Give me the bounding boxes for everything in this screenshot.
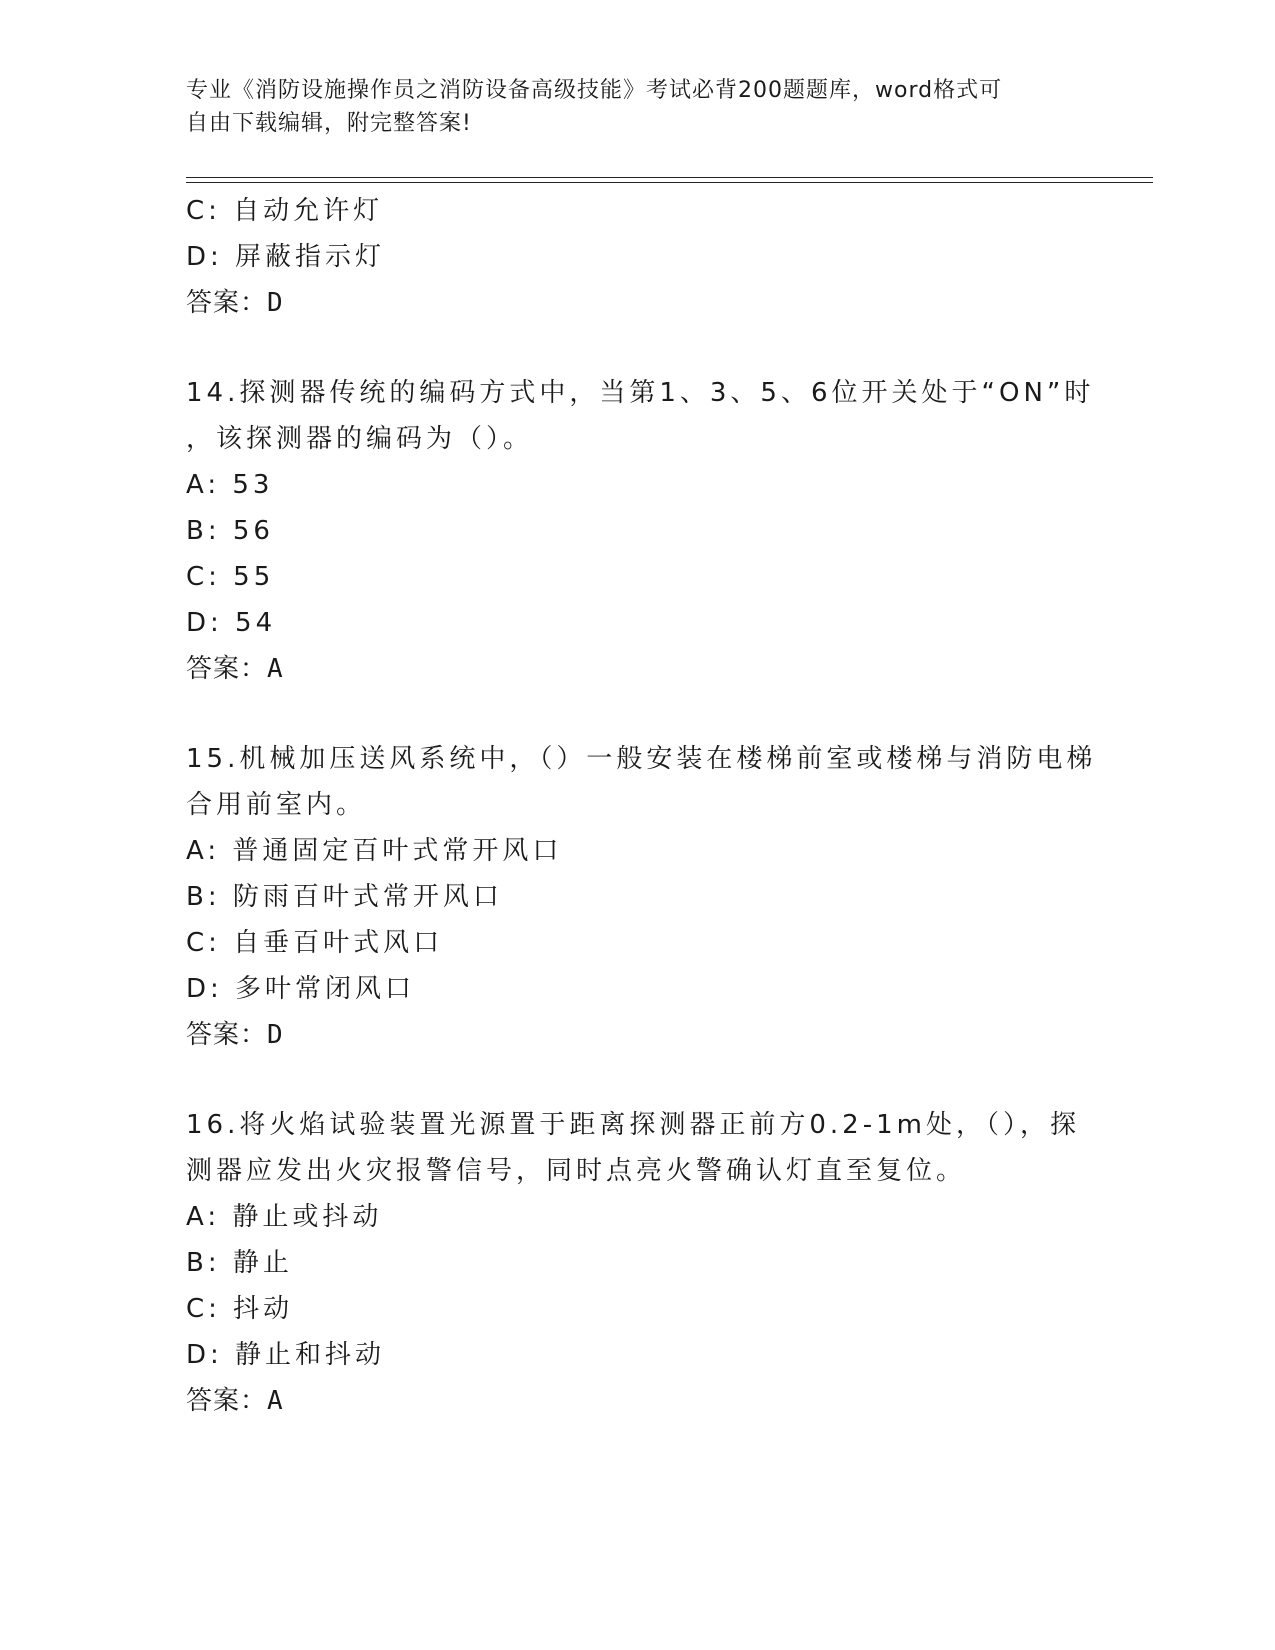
question-text: ，该探测器的编码为（）。 bbox=[186, 424, 534, 454]
question-text: 16.将火焰试验装置光源置于距离探测器正前方0.2-1m处，（），探 bbox=[186, 1110, 1080, 1140]
header-line-1: 专业《消防设施操作员之消防设备高级技能》考试必背200题题库，word格式可 bbox=[186, 78, 1003, 103]
question-text: 14.探测器传统的编码方式中，当第1、3、5、6位开关处于“ON”时 bbox=[186, 378, 1095, 408]
question-15 bbox=[186, 736, 1097, 1058]
answer-label: 答案： bbox=[186, 288, 268, 318]
option-b: B: 防雨百叶式常开风口 bbox=[186, 882, 503, 912]
answer-value: D bbox=[267, 288, 284, 318]
option-a: A: 53 bbox=[186, 470, 274, 500]
option-b: B: 静止 bbox=[186, 1248, 293, 1278]
question-text: 合用前室内。 bbox=[186, 790, 367, 820]
header-line-2: 自由下载编辑，附完整答案! bbox=[186, 111, 472, 136]
option-c: C: 抖动 bbox=[186, 1294, 294, 1324]
answer-value: A bbox=[267, 1386, 284, 1416]
option-c: C: 自动允许灯 bbox=[186, 196, 384, 226]
answer-line bbox=[186, 280, 1086, 326]
option-c: C: 自垂百叶式风口 bbox=[186, 928, 444, 958]
answer-label: 答案： bbox=[186, 1386, 268, 1416]
option-c: C: 55 bbox=[186, 562, 275, 592]
answer-label: 答案： bbox=[186, 654, 268, 684]
document-header bbox=[186, 74, 1086, 140]
answer-line bbox=[186, 1012, 1086, 1058]
question-text: 15.机械加压送风系统中，（）一般安装在楼梯前室或楼梯与消防电梯 bbox=[186, 744, 1097, 774]
option-d: D: 静止和抖动 bbox=[186, 1340, 386, 1370]
answer-line bbox=[186, 646, 1086, 692]
question-13-continued bbox=[186, 188, 1086, 326]
document-body bbox=[186, 188, 1097, 1424]
answer-value: A bbox=[267, 654, 284, 684]
option-d: D: 54 bbox=[186, 608, 277, 638]
option-a: A: 静止或抖动 bbox=[186, 1202, 383, 1232]
question-16 bbox=[186, 1102, 1086, 1424]
option-a: A: 普通固定百叶式常开风口 bbox=[186, 836, 563, 866]
option-d: D: 屏蔽指示灯 bbox=[186, 242, 386, 272]
header-divider bbox=[186, 177, 1153, 183]
answer-label: 答案： bbox=[186, 1020, 268, 1050]
answer-value: D bbox=[267, 1020, 284, 1050]
answer-line bbox=[186, 1378, 1086, 1424]
option-b: B: 56 bbox=[186, 516, 274, 546]
option-d: D: 多叶常闭风口 bbox=[186, 974, 416, 1004]
question-text: 测器应发出火灾报警信号，同时点亮火警确认灯直至复位。 bbox=[186, 1156, 967, 1186]
question-14 bbox=[186, 370, 1095, 692]
